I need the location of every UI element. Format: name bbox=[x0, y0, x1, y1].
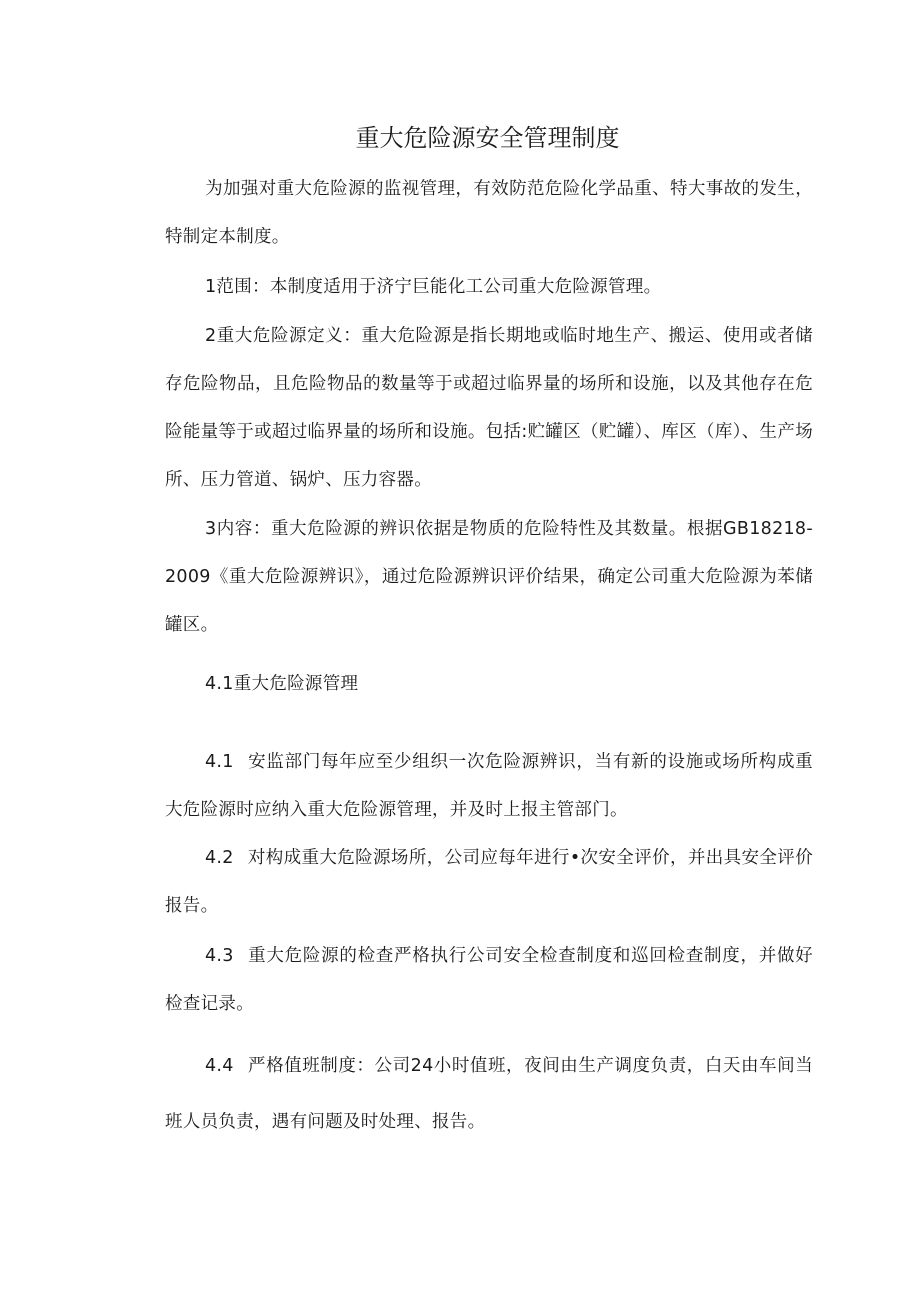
paragraph-definition bbox=[165, 312, 813, 504]
item-number: 4.4 bbox=[205, 1056, 234, 1076]
paragraph-intro bbox=[165, 165, 813, 261]
paragraph-scope bbox=[165, 263, 813, 311]
page-title: 重大危险源安全管理制度 bbox=[355, 124, 620, 152]
item-text: 重大危险源的检查严格执行公司安全检查制度和巡回检查制度，并做好检查记录。 bbox=[165, 946, 813, 1014]
paragraph-scope-text: 1范围：本制度适用于济宁巨能化工公司重大危险源管理。 bbox=[205, 277, 662, 297]
paragraph-definition-text: 2重大危险源定义：重大危险源是指长期地或临时地生产、搬运、使用或者储存危险物品，且危险物品的数量等于或超过临界量的场所和设施，以及其他存在危险能量等于或超过临界量的场所和设施。包括:贮罐区（贮罐）、库区（库）、生产场所、压力管道、锅炉、压力容器。 bbox=[165, 326, 813, 490]
item-text: 严格值班制度：公司24小时值班，夜间由生产调度负责，白天由车间当班人员负责，遇有问题及时处理、报告。 bbox=[165, 1056, 813, 1132]
item-number: 4.3 bbox=[205, 946, 234, 966]
section-heading-text: 4.1重大危险源管理 bbox=[205, 674, 359, 694]
item-number: 4.1 bbox=[205, 752, 234, 772]
section-heading bbox=[165, 660, 813, 708]
item-4-1 bbox=[165, 738, 813, 834]
paragraph-content bbox=[165, 505, 813, 649]
item-text: 安监部门每年应至少组织一次危险源辨识，当有新的设施或场所构成重大危险源时应纳入重大危险源管理，并及时上报主管部门。 bbox=[165, 752, 813, 820]
item-text: 对构成重大危险源场所，公司应每年进行•次安全评价，并出具安全评价报告。 bbox=[165, 848, 813, 916]
item-4-2 bbox=[165, 834, 813, 930]
item-4-4 bbox=[165, 1038, 813, 1150]
paragraph-intro-text: 为加强对重大危险源的监视管理，有效防范危险化学品重、特大事故的发生，特制定本制度。 bbox=[165, 179, 813, 247]
item-4-3 bbox=[165, 932, 813, 1028]
paragraph-content-text: 3内容：重大危险源的辨识依据是物质的危险特性及其数量。根据GB18218-2009《重大危险源辨识》，通过危险源辨识评价结果，确定公司重大危险源为苯储罐区。 bbox=[165, 519, 813, 635]
item-number: 4.2 bbox=[205, 848, 234, 868]
